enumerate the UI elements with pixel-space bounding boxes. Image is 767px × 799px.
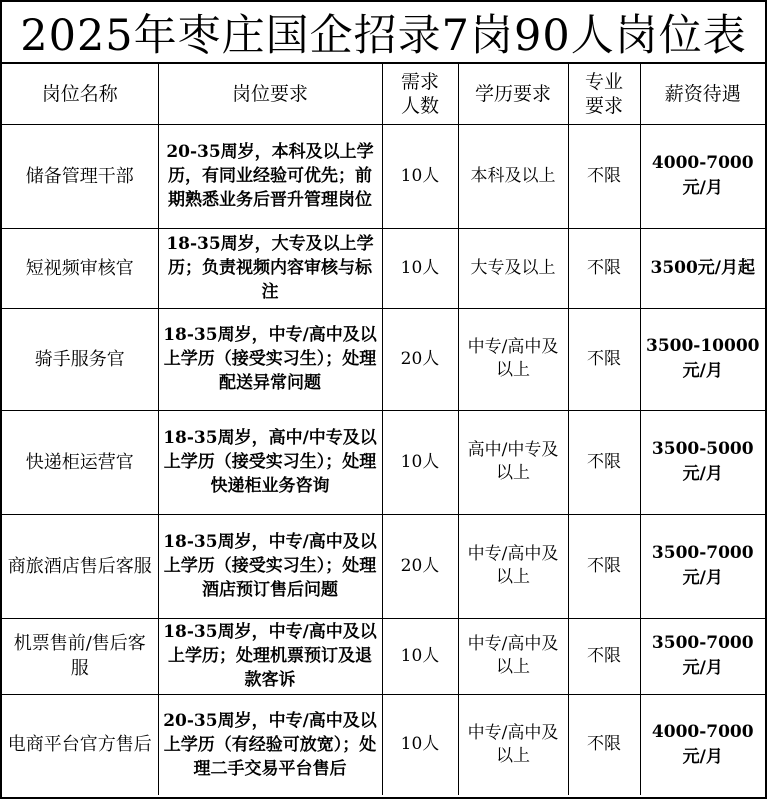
position-count: 10人 bbox=[382, 694, 458, 795]
page-title: 2025年枣庄国企招录7岗90人岗位表 bbox=[2, 2, 765, 64]
position-count: 20人 bbox=[382, 514, 458, 618]
position-major: 不限 bbox=[568, 514, 640, 618]
position-requirements: 20-35周岁，本科及以上学历，有同业经验可优先；前期熟悉业务后晋升管理岗位 bbox=[158, 124, 382, 228]
position-count: 10人 bbox=[382, 618, 458, 694]
position-requirements: 18-35周岁，中专/高中及以上学历（接受实习生）；处理配送异常问题 bbox=[158, 308, 382, 410]
header-salary: 薪资待遇 bbox=[640, 64, 765, 124]
position-count: 20人 bbox=[382, 308, 458, 410]
position-name: 骑手服务官 bbox=[2, 308, 158, 410]
position-count: 10人 bbox=[382, 124, 458, 228]
position-name: 商旅酒店售后客服 bbox=[2, 514, 158, 618]
table-row bbox=[2, 124, 765, 228]
position-education: 中专/高中及以上 bbox=[458, 308, 568, 410]
position-education: 大专及以上 bbox=[458, 228, 568, 308]
header-major bbox=[568, 64, 640, 124]
position-major: 不限 bbox=[568, 694, 640, 795]
table-header-row bbox=[2, 64, 765, 124]
position-major: 不限 bbox=[568, 124, 640, 228]
header-major-line1: 专业 bbox=[584, 70, 623, 93]
header-education: 学历要求 bbox=[458, 64, 568, 124]
position-requirements: 20-35周岁，中专/高中及以上学历（有经验可放宽）；处理二手交易平台售后 bbox=[158, 694, 382, 795]
position-education: 中专/高中及以上 bbox=[458, 694, 568, 795]
header-count bbox=[382, 64, 458, 124]
header-position: 岗位名称 bbox=[2, 64, 158, 124]
position-salary: 3500-7000元/月 bbox=[640, 514, 765, 618]
position-education: 中专/高中及以上 bbox=[458, 514, 568, 618]
position-requirements: 18-35周岁，中专/高中及以上学历；处理机票预订及退款客诉 bbox=[158, 618, 382, 694]
table-row bbox=[2, 228, 765, 308]
position-name: 快递柜运营官 bbox=[2, 410, 158, 514]
position-education: 中专/高中及以上 bbox=[458, 618, 568, 694]
position-salary: 4000-7000元/月 bbox=[640, 124, 765, 228]
table-row bbox=[2, 514, 765, 618]
position-requirements: 18-35周岁，中专/高中及以上学历（接受实习生）；处理酒店预订售后问题 bbox=[158, 514, 382, 618]
position-name: 储备管理干部 bbox=[2, 124, 158, 228]
position-name: 电商平台官方售后 bbox=[2, 694, 158, 795]
position-name: 机票售前/售后客服 bbox=[2, 618, 158, 694]
positions-table bbox=[2, 64, 765, 795]
position-major: 不限 bbox=[568, 308, 640, 410]
header-count-line1: 需求 bbox=[400, 70, 439, 93]
header-count-line2: 人数 bbox=[400, 94, 439, 117]
position-salary: 3500-10000元/月 bbox=[640, 308, 765, 410]
position-major: 不限 bbox=[568, 228, 640, 308]
position-education: 本科及以上 bbox=[458, 124, 568, 228]
position-count: 10人 bbox=[382, 410, 458, 514]
position-education: 高中/中专及以上 bbox=[458, 410, 568, 514]
position-requirements: 18-35周岁，大专及以上学历；负责视频内容审核与标注 bbox=[158, 228, 382, 308]
table-row bbox=[2, 308, 765, 410]
position-requirements: 18-35周岁，高中/中专及以上学历（接受实习生）；处理快递柜业务咨询 bbox=[158, 410, 382, 514]
header-major-line2: 要求 bbox=[584, 94, 623, 117]
position-major: 不限 bbox=[568, 618, 640, 694]
table-row bbox=[2, 694, 765, 795]
position-salary: 3500-5000元/月 bbox=[640, 410, 765, 514]
table-row bbox=[2, 618, 765, 694]
position-salary: 4000-7000元/月 bbox=[640, 694, 765, 795]
position-salary: 3500-7000元/月 bbox=[640, 618, 765, 694]
position-count: 10人 bbox=[382, 228, 458, 308]
position-name: 短视频审核官 bbox=[2, 228, 158, 308]
header-requirements: 岗位要求 bbox=[158, 64, 382, 124]
position-salary: 3500元/月起 bbox=[640, 228, 765, 308]
position-major: 不限 bbox=[568, 410, 640, 514]
table-row bbox=[2, 410, 765, 514]
